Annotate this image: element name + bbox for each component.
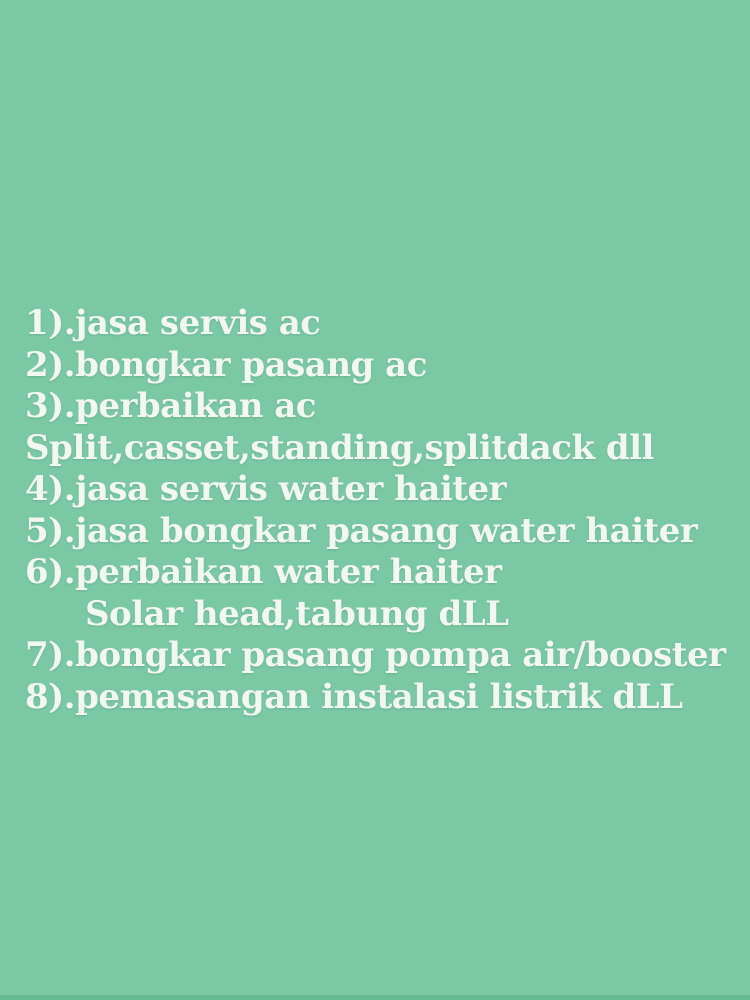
- service-list: [25, 303, 750, 718]
- service-list-item: Solar head,tabung dLL: [85, 593, 509, 634]
- service-list-item: 2).bongkar pasang ac: [25, 344, 427, 385]
- service-list-item: 6).perbaikan water haiter: [25, 552, 502, 592]
- service-list-item: Split,casset,standing,splitdack dll: [25, 427, 654, 468]
- service-list-item: 7).bongkar pasang pompa air/booster: [25, 635, 726, 675]
- service-list-item: 3).perbaikan ac: [25, 386, 316, 426]
- service-list-item: 4).jasa servis water haiter: [25, 469, 507, 509]
- service-list-item: 8).pemasangan instalasi listrik dLL: [25, 676, 683, 717]
- service-list-item: 5).jasa bongkar pasang water haiter: [25, 510, 698, 551]
- bottom-edge-strip: [0, 995, 750, 1000]
- service-list-item: 1).jasa servis ac: [25, 303, 321, 343]
